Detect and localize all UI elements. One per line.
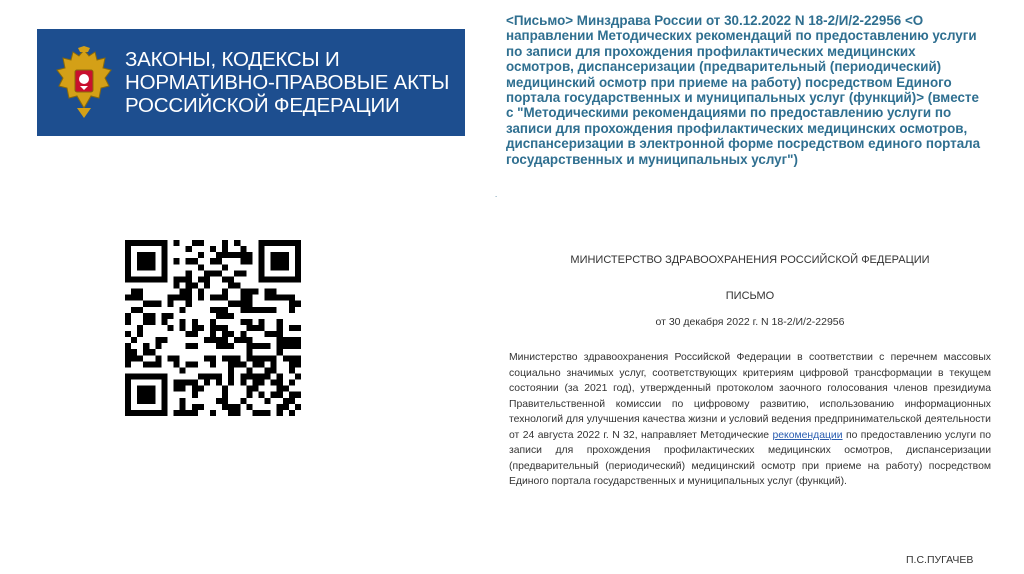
banner-line-1: ЗАКОНЫ, КОДЕКСЫ И — [125, 48, 340, 71]
banner-title — [125, 48, 449, 117]
banner-line-3: РОССИЙСКОЙ ФЕДЕРАЦИИ — [125, 94, 400, 117]
bullet-mark: ˙ — [495, 195, 498, 205]
signature: П.С.ПУГАЧЕВ — [906, 554, 974, 566]
russian-coat-of-arms-icon — [53, 46, 115, 120]
document-title[interactable]: <Письмо> Минздрава России от 30.12.2022 N 18-2/И/2-22956 <О направлении Методических рекомендаций по предоставлению услуги по записи для прохождения профилактических медицинских осмотров, диспансеризации (предварительный (периодический) медицинский осмотр при приеме на работу) посредством Единого портала государственных и муниципальных услуг (функций)> (вместе с "Методическими рекомендациями по предоставлению услуги по записи для прохождения профилактических медицинских осмотров, диспансеризации в электронной форме посредством единого портала государственных и муниципальных услуг") — [506, 13, 981, 167]
qr-code-icon — [125, 240, 301, 416]
recommendations-link[interactable]: рекомендации — [772, 429, 843, 441]
ministry-heading: МИНИСТЕРСТВО ЗДРАВООХРАНЕНИЯ РОССИЙСКОЙ ФЕДЕРАЦИИ — [570, 254, 930, 266]
banner — [37, 29, 465, 136]
banner-line-2: НОРМАТИВНО-ПРАВОВЫЕ АКТЫ — [125, 71, 450, 94]
body-text-part-1: Министерство здравоохранения Российской Федерации в соответствии с перечнем массовых социально значимых услуг, соответствующих критериям цифровой трансформации в текущем состоянии (за 2021 год), утвержденный протоколом заочного голосования членов президиума Правительственной комиссии по цифровому развитию, использованию информационных технологий для улучшения качества жизни и условий ведения предпринимательской деятельности от 24 августа 2022 г. N 32, направляет Методические — [509, 352, 991, 441]
letter-body — [509, 350, 991, 490]
body-text-part-2: по предоставлению услуги по записи для прохождения профилактических медицинских осмотров, диспансеризации (предварительный (периодический) медицинский осмотр при приеме на работу) посредством Единого портала государственных и муниципальных услуг (функций). — [509, 429, 992, 487]
letter-date: от 30 декабря 2022 г. N 18-2/И/2-22956 — [655, 316, 845, 328]
letter-heading: ПИСЬМО — [725, 290, 775, 302]
